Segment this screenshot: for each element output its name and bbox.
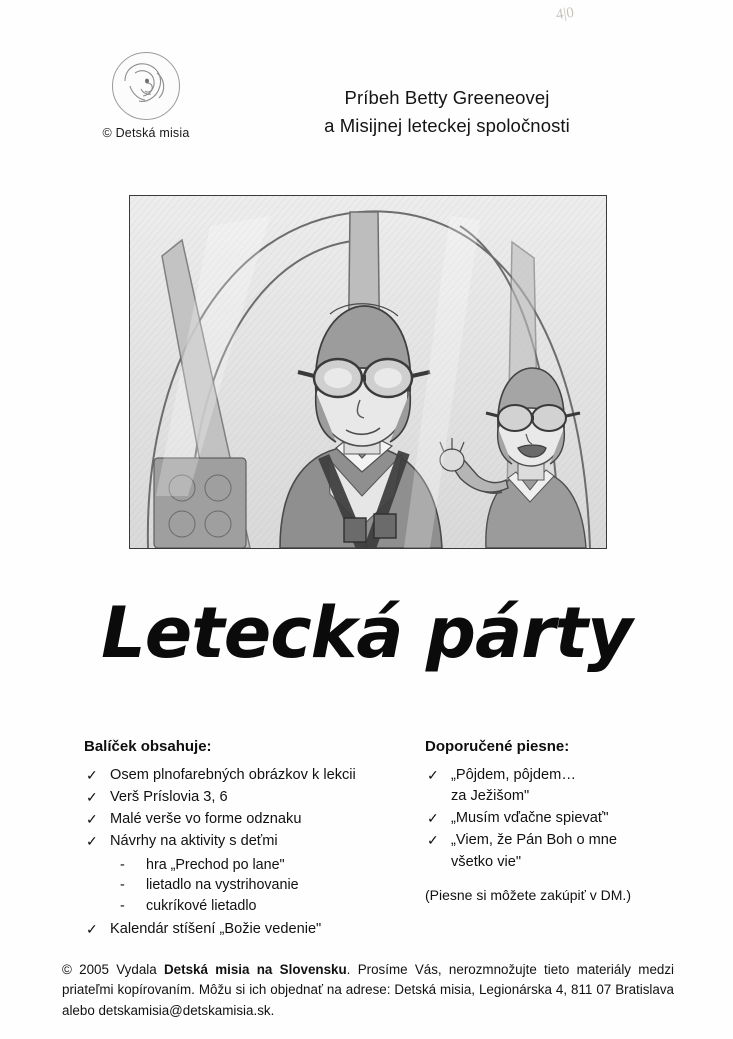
- dash-icon: -: [120, 856, 125, 873]
- list-item-label: Kalendár stíšení „Božie vedenie": [110, 920, 322, 937]
- activity-sublist: [84, 855, 414, 917]
- sublist-item: [84, 896, 414, 917]
- sublist-item: [84, 875, 414, 896]
- song-line-1: „Pôjdem, pôjdem…: [451, 767, 576, 783]
- check-icon: ✓: [427, 810, 439, 827]
- songs-list: [425, 765, 705, 873]
- song-line-1: „Viem, že Pán Boh o mne: [451, 832, 618, 849]
- list-item: [84, 765, 414, 786]
- song-line-2: za Ježišom": [451, 788, 530, 805]
- sublist-item-label: cukríkové lietadlo: [146, 898, 257, 915]
- songs-purchase-note: (Piesne si môžete zakúpiť v DM.): [425, 886, 631, 903]
- sublist-item-label: hra „Prechod po lane": [146, 856, 285, 873]
- check-icon: ✓: [427, 767, 439, 783]
- list-item: [84, 831, 414, 852]
- subtitle-line-2: a Misijnej leteckej spoločnosti: [324, 114, 570, 136]
- dash-icon: -: [120, 877, 125, 894]
- list-item-label: Malé verše vo forme odznaku: [110, 811, 302, 828]
- subtitle-block: [232, 84, 662, 140]
- package-contents-list: [84, 765, 414, 853]
- check-icon: ✓: [86, 833, 98, 850]
- package-contents-heading: Balíček obsahuje:: [84, 738, 212, 755]
- check-icon: ✓: [86, 811, 98, 828]
- package-contents-column: [84, 738, 414, 941]
- song-line-2: všetko vie": [451, 853, 522, 870]
- list-item: [84, 919, 414, 940]
- footer-publisher: Detská misia na Slovensku: [164, 962, 347, 977]
- dash-icon: -: [120, 898, 125, 915]
- list-item: [84, 787, 414, 808]
- package-contents-list-continued: [84, 919, 414, 940]
- cover-illustration: [129, 195, 607, 549]
- list-item: [84, 809, 414, 830]
- list-item: [425, 765, 705, 807]
- page-title: Letecká párty: [101, 592, 632, 674]
- recommended-songs-column: [425, 738, 705, 903]
- check-icon: ✓: [86, 767, 98, 783]
- publisher-logo: [86, 52, 206, 140]
- pencil-annotation: 4|0: [554, 4, 575, 24]
- list-item-label: Osem plnofarebných obrázkov k lekcii: [110, 767, 356, 783]
- recommended-songs-heading: Doporučené piesne:: [425, 738, 570, 755]
- copyright-footer: [62, 960, 674, 1021]
- check-icon: ✓: [427, 832, 439, 849]
- content-columns: [0, 738, 733, 937]
- check-icon: ✓: [86, 920, 98, 937]
- check-icon: ✓: [86, 789, 98, 806]
- list-item: [425, 808, 705, 829]
- list-item: [425, 830, 705, 872]
- document-header: [0, 52, 733, 162]
- subtitle-line-1: Príbeh Betty Greeneovej: [344, 87, 550, 108]
- song-line-1: „Musím vďačne spievať": [451, 810, 609, 827]
- footer-text-end: . Prosíme Vás, nerozmnožujte tieto materiály medzi priateľmi kopírovaním. Môžu si ich objednať na adrese: Detská misia, Legionárska 4, 811 07 Bratislava alebo detskamisia@detskamisia.sk.: [62, 962, 675, 1018]
- publisher-name: © Detská misia: [102, 126, 190, 140]
- sublist-item-label: lietadlo na vystrihovanie: [146, 877, 299, 894]
- child-face-icon: [112, 52, 180, 120]
- list-item-label: Verš Príslovia 3, 6: [110, 789, 228, 806]
- sublist-item: [84, 855, 414, 876]
- list-item-label: Návrhy na aktivity s deťmi: [110, 833, 278, 850]
- footer-text-start: © 2005 Vydala: [62, 962, 164, 977]
